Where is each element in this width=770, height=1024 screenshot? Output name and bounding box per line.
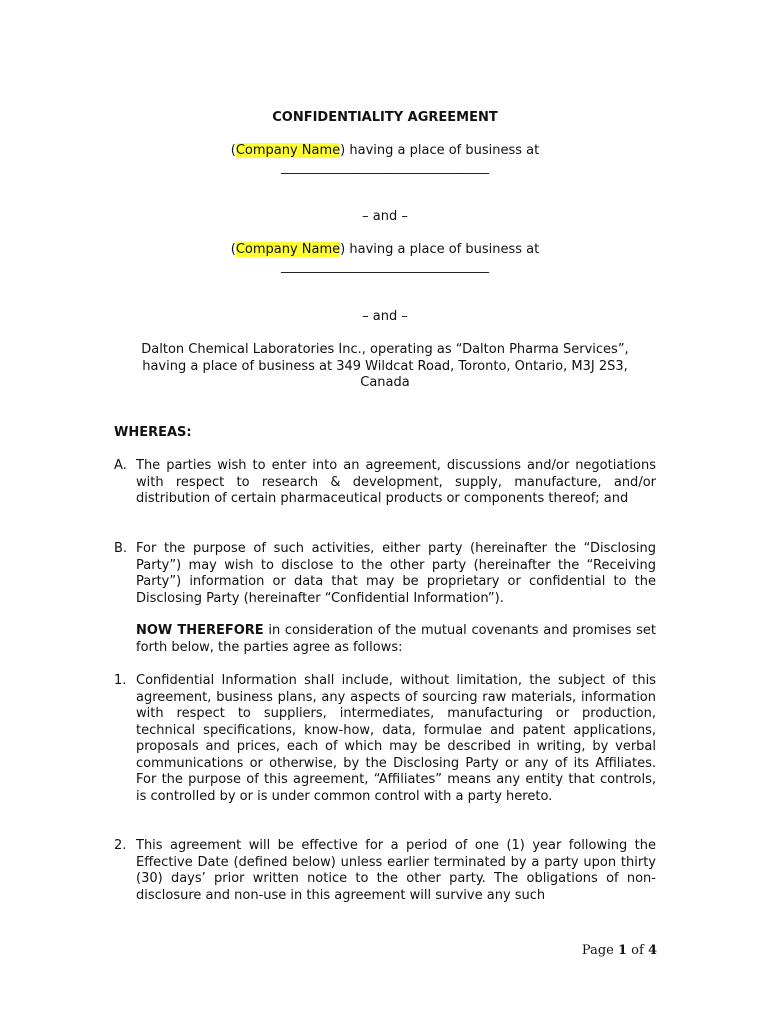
company-name-placeholder-2[interactable]: Company Name: [235, 242, 341, 257]
address-blank-1[interactable]: ________________________________: [281, 159, 489, 175]
recital-a: [114, 458, 656, 508]
clause-label: 1.: [114, 673, 127, 688]
recital-label: A.: [114, 458, 127, 473]
clause-2: [114, 838, 656, 904]
recital-label: B.: [114, 541, 128, 556]
address-blank-2[interactable]: ________________________________: [281, 258, 489, 274]
party-1: (Company Name) having a place of business at ________________________________: [230, 143, 540, 175]
clause-text: Confidential Information shall include, without limitation, the subject of this agreement, business plans, any aspects of sourcing raw materials, information with respect to suppliers, intermediates, manufacturing or production, technical specifications, know-how, data, formulae and patent applications, proposals and prices, each of which may be described in writing, by verbal communications or otherwise, by the Disclosing Party or any of its Affiliates. For the purpose of this agreement, “Affiliates” means any entity that controls, is controlled by or is under common control with a party hereto.: [136, 673, 656, 804]
document-title: CONFIDENTIALITY AGREEMENT: [272, 110, 498, 125]
total-pages: 4: [647, 943, 657, 958]
company-name-placeholder-1[interactable]: Company Name: [235, 143, 341, 158]
clause-1: [114, 673, 656, 805]
separator-and-1: – and –: [362, 209, 408, 224]
party-3: Dalton Chemical Laboratories Inc., operating as “Dalton Pharma Services”, having a place of business at 349 Wildcat Road, Toronto, Ontario, M3J 2S3, Canada: [141, 342, 629, 390]
now-therefore-text: in consideration of the mutual covenants and promises set forth below, the parties agree as follows:: [136, 623, 656, 655]
whereas-heading: WHEREAS:: [114, 425, 192, 440]
separator-and-2: – and –: [362, 309, 408, 324]
recital-text: For the purpose of such activities, either party (hereinafter the “Disclosing Party”) may wish to disclose to the other party (hereinafter the “Receiving Party”) information or data that may be proprietary or confidential to the Disclosing Party (hereinafter “Confidential Information”).: [136, 541, 656, 606]
party-2: (Company Name) having a place of business at ________________________________: [230, 242, 540, 274]
clause-text: This agreement will be effective for a period of one (1) year following the Effective Date (defined below) unless earlier terminated by a party upon thirty (30) days’ prior written notice to the other party. The obligations of non-disclosure and non-use in this agreement will survive any such: [136, 838, 656, 903]
recital-b: [114, 541, 656, 607]
clause-label: 2.: [114, 838, 127, 853]
recital-text: The parties wish to enter into an agreement, discussions and/or negotiations with respect to research & development, supply, manufacture, and/or distribution of certain pharmaceutical products or components thereof; and: [136, 458, 656, 506]
now-therefore-paragraph: [114, 623, 656, 656]
page-number-footer: Page 1 of 4: [581, 943, 657, 958]
now-therefore-bold: NOW THEREFORE: [136, 623, 264, 638]
current-page: 1: [617, 943, 628, 958]
